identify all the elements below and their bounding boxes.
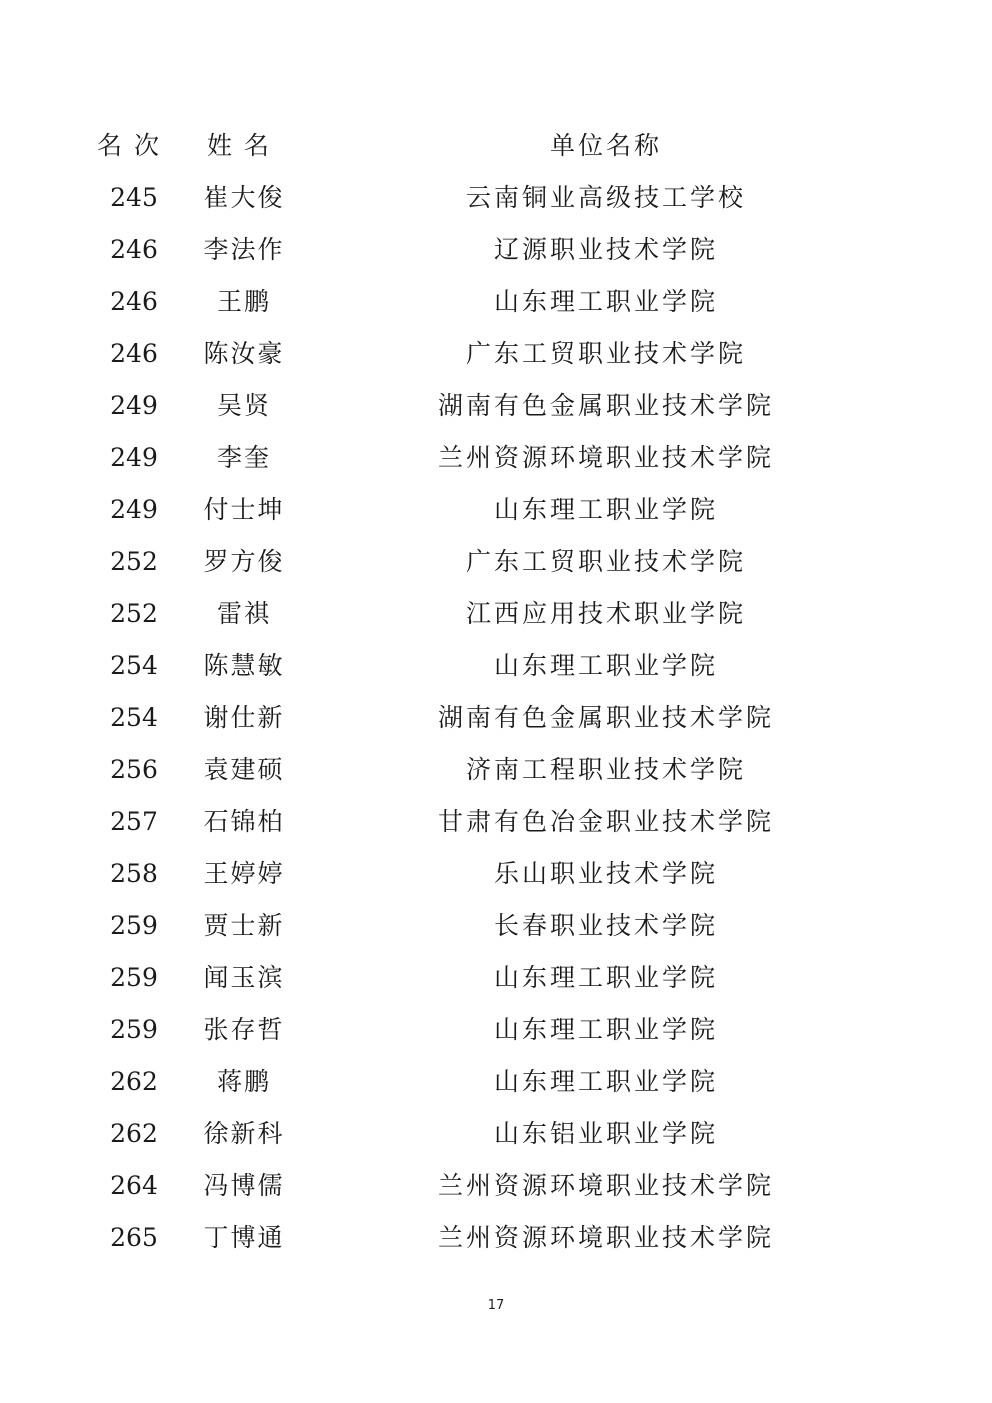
row-name: 陈慧敏 (203, 651, 285, 680)
row-name: 陈汝豪 (203, 339, 285, 368)
row-name: 崔大俊 (203, 183, 285, 212)
row-unit: 辽源职业技术学院 (493, 235, 718, 264)
row-unit: 兰州资源环境职业技术学院 (437, 443, 774, 472)
row-name: 闻玉滨 (203, 963, 285, 992)
row-name: 雷祺 (216, 599, 271, 628)
row-unit: 山东理工职业学院 (493, 1015, 718, 1044)
row-rank: 246 (110, 235, 158, 264)
row-name: 徐新科 (203, 1119, 285, 1148)
row-name: 丁博通 (203, 1223, 285, 1252)
row-unit: 山东理工职业学院 (493, 287, 718, 316)
row-unit: 长春职业技术学院 (493, 911, 718, 940)
row-name: 李法作 (203, 235, 285, 264)
row-name: 冯博儒 (203, 1171, 285, 1200)
row-rank: 246 (110, 287, 158, 316)
table-row (0, 328, 992, 380)
table-row (0, 900, 992, 952)
row-unit: 山东理工职业学院 (493, 1067, 718, 1096)
row-name: 付士坤 (203, 495, 285, 524)
table-row (0, 1160, 992, 1212)
row-unit: 广东工贸职业技术学院 (465, 339, 746, 368)
table-row (0, 432, 992, 484)
table-row (0, 744, 992, 796)
row-rank: 264 (110, 1171, 158, 1200)
row-name: 袁建硕 (203, 755, 285, 784)
row-rank: 254 (110, 651, 158, 680)
table-row (0, 952, 992, 1004)
table-row (0, 172, 992, 224)
row-name: 罗方俊 (203, 547, 285, 576)
table-row (0, 796, 992, 848)
table-row (0, 588, 992, 640)
table-header (0, 120, 992, 172)
row-unit: 兰州资源环境职业技术学院 (437, 1171, 774, 1200)
row-rank: 262 (110, 1067, 158, 1096)
row-name: 吴贤 (216, 391, 271, 420)
row-unit: 江西应用技术职业学院 (465, 599, 746, 628)
table-row (0, 1212, 992, 1264)
row-unit: 湖南有色金属职业技术学院 (437, 391, 774, 420)
header-name: 姓名 (206, 131, 281, 160)
row-name: 谢仕新 (203, 703, 285, 732)
row-rank: 265 (110, 1223, 158, 1252)
row-rank: 249 (110, 495, 158, 524)
row-rank: 258 (110, 859, 158, 888)
table-row (0, 848, 992, 900)
row-unit: 山东铝业职业学院 (493, 1119, 718, 1148)
row-rank: 259 (110, 911, 158, 940)
page-number: 17 (487, 1298, 505, 1313)
header-rank: 名次 (96, 131, 171, 160)
row-name: 李奎 (216, 443, 271, 472)
row-unit: 山东理工职业学院 (493, 495, 718, 524)
row-unit: 乐山职业技术学院 (493, 859, 718, 888)
row-name: 王鹏 (216, 287, 271, 316)
row-unit: 甘肃有色冶金职业技术学院 (437, 807, 774, 836)
row-name: 张存哲 (203, 1015, 285, 1044)
row-unit: 济南工程职业技术学院 (465, 755, 746, 784)
table-row (0, 276, 992, 328)
row-rank: 249 (110, 391, 158, 420)
table-row (0, 1108, 992, 1160)
row-name: 蒋鹏 (216, 1067, 271, 1096)
table-row (0, 536, 992, 588)
row-rank: 254 (110, 703, 158, 732)
row-unit: 兰州资源环境职业技术学院 (437, 1223, 774, 1252)
row-unit: 广东工贸职业技术学院 (465, 547, 746, 576)
row-rank: 257 (110, 807, 158, 836)
row-rank: 245 (110, 183, 158, 212)
row-rank: 249 (110, 443, 158, 472)
table-row (0, 380, 992, 432)
row-name: 贾士新 (203, 911, 285, 940)
row-name: 王婷婷 (203, 859, 285, 888)
row-rank: 256 (110, 755, 158, 784)
row-unit: 山东理工职业学院 (493, 651, 718, 680)
row-unit: 云南铜业高级技工学校 (465, 183, 746, 212)
row-unit: 山东理工职业学院 (493, 963, 718, 992)
table-row (0, 692, 992, 744)
table-row (0, 224, 992, 276)
row-rank: 252 (110, 599, 158, 628)
row-rank: 252 (110, 547, 158, 576)
row-unit: 湖南有色金属职业技术学院 (437, 703, 774, 732)
row-rank: 246 (110, 339, 158, 368)
table-row (0, 484, 992, 536)
row-rank: 259 (110, 1015, 158, 1044)
header-unit: 单位名称 (549, 131, 662, 160)
row-rank: 262 (110, 1119, 158, 1148)
table-row (0, 1004, 992, 1056)
table-row (0, 1056, 992, 1108)
row-name: 石锦柏 (203, 807, 285, 836)
table-row (0, 640, 992, 692)
row-rank: 259 (110, 963, 158, 992)
